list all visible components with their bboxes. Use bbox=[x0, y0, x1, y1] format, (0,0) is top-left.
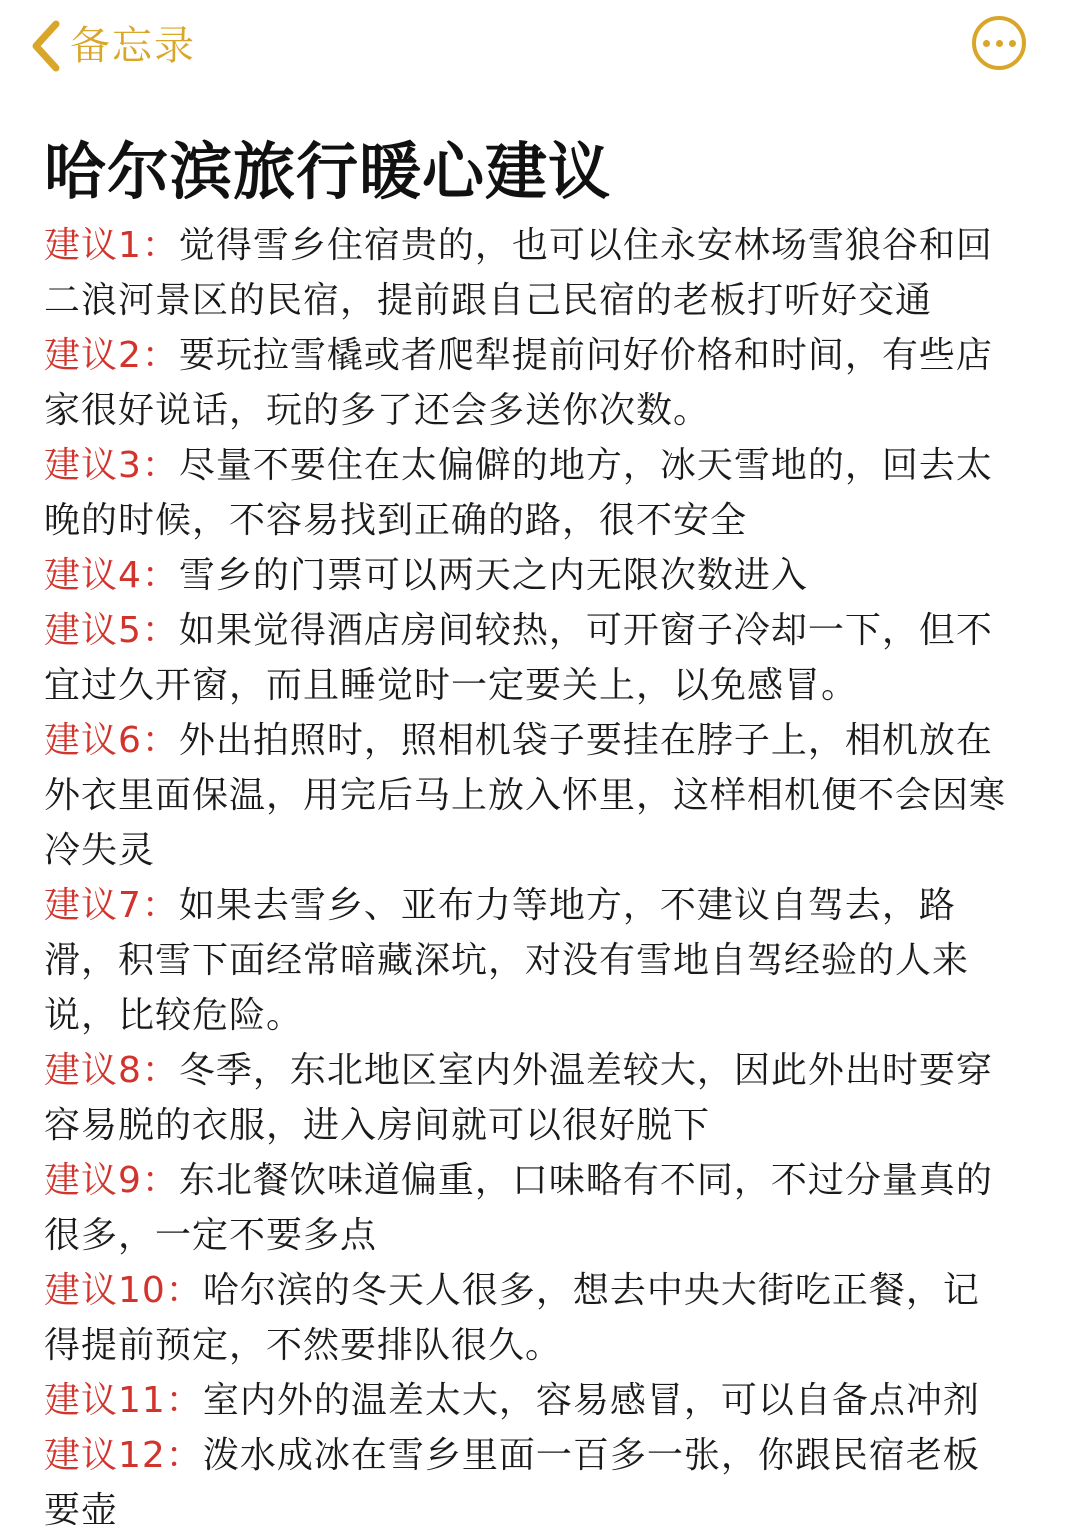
tip-label: 建议6： bbox=[44, 720, 179, 761]
tip-item bbox=[44, 878, 1006, 1043]
tip-label: 建议3： bbox=[44, 445, 179, 486]
tip-text: 泼水成冰在雪乡里面一百多一张，你跟民宿老板要壶 bbox=[44, 1435, 980, 1531]
tip-item bbox=[44, 603, 1006, 713]
tip-text: 冬季，东北地区室内外温差较大，因此外出时要穿容易脱的衣服，进入房间就可以很好脱下 bbox=[44, 1050, 993, 1146]
tip-item bbox=[44, 548, 1006, 603]
tip-item bbox=[44, 1153, 1006, 1263]
tip-text: 雪乡的门票可以两天之内无限次数进入 bbox=[178, 555, 808, 596]
tip-label: 建议2： bbox=[44, 335, 179, 376]
tip-label: 建议9： bbox=[44, 1160, 179, 1201]
tip-text: 尽量不要住在太偏僻的地方，冰天雪地的，回去太晚的时候，不容易找到正确的路，很不安全 bbox=[44, 445, 993, 541]
tip-item bbox=[44, 218, 1006, 328]
tip-item bbox=[44, 1263, 1006, 1373]
tip-item bbox=[44, 1428, 1006, 1538]
tip-text: 哈尔滨的冬天人很多，想去中央大街吃正餐，记得提前预定，不然要排队很久。 bbox=[44, 1270, 980, 1366]
tip-label: 建议12： bbox=[44, 1435, 203, 1476]
tip-label: 建议11： bbox=[44, 1380, 203, 1421]
tip-text: 要玩拉雪橇或者爬犁提前问好价格和时间，有些店家很好说话，玩的多了还会多送你次数。 bbox=[44, 335, 993, 431]
tip-label: 建议8： bbox=[44, 1050, 179, 1091]
back-button[interactable] bbox=[28, 14, 196, 78]
more-options-button[interactable] bbox=[972, 16, 1026, 70]
tip-text: 觉得雪乡住宿贵的，也可以住永安林场雪狼谷和回二浪河景区的民宿，提前跟自己民宿的老板打听好交通 bbox=[44, 225, 993, 321]
tip-text: 室内外的温差太大，容易感冒，可以自备点冲剂 bbox=[202, 1380, 980, 1421]
tip-label: 建议1： bbox=[44, 225, 179, 266]
tip-label: 建议5： bbox=[44, 610, 179, 651]
tip-label: 建议4： bbox=[44, 555, 179, 596]
tip-item bbox=[44, 1043, 1006, 1153]
tip-text: 东北餐饮味道偏重，口味略有不同，不过分量真的很多，一定不要多点 bbox=[44, 1160, 993, 1256]
tip-item bbox=[44, 438, 1006, 548]
note-title: 哈尔滨旅行暖心建议 bbox=[44, 135, 612, 208]
tip-item bbox=[44, 713, 1006, 878]
back-label: 备忘录 bbox=[70, 23, 196, 69]
chevron-left-icon bbox=[28, 20, 62, 72]
tip-item bbox=[44, 1373, 1006, 1428]
tip-text: 如果觉得酒店房间较热，可开窗子冷却一下，但不宜过久开窗，而且睡觉时一定要关上，以免感冒。 bbox=[44, 610, 993, 706]
tip-text: 如果去雪乡、亚布力等地方，不建议自驾去，路滑，积雪下面经常暗藏深坑，对没有雪地自驾经验的人来说，比较危险。 bbox=[44, 885, 970, 1036]
tip-label: 建议10： bbox=[44, 1270, 203, 1311]
note-body[interactable] bbox=[44, 218, 1006, 1538]
tip-text: 外出拍照时，照相机袋子要挂在脖子上，相机放在外衣里面保温，用完后马上放入怀里，这样相机便不会因寒冷失灵 bbox=[44, 720, 1007, 871]
navigation-bar bbox=[0, 0, 1080, 95]
tip-item bbox=[44, 328, 1006, 438]
ellipsis-icon bbox=[980, 40, 1019, 47]
tip-label: 建议7： bbox=[44, 885, 179, 926]
